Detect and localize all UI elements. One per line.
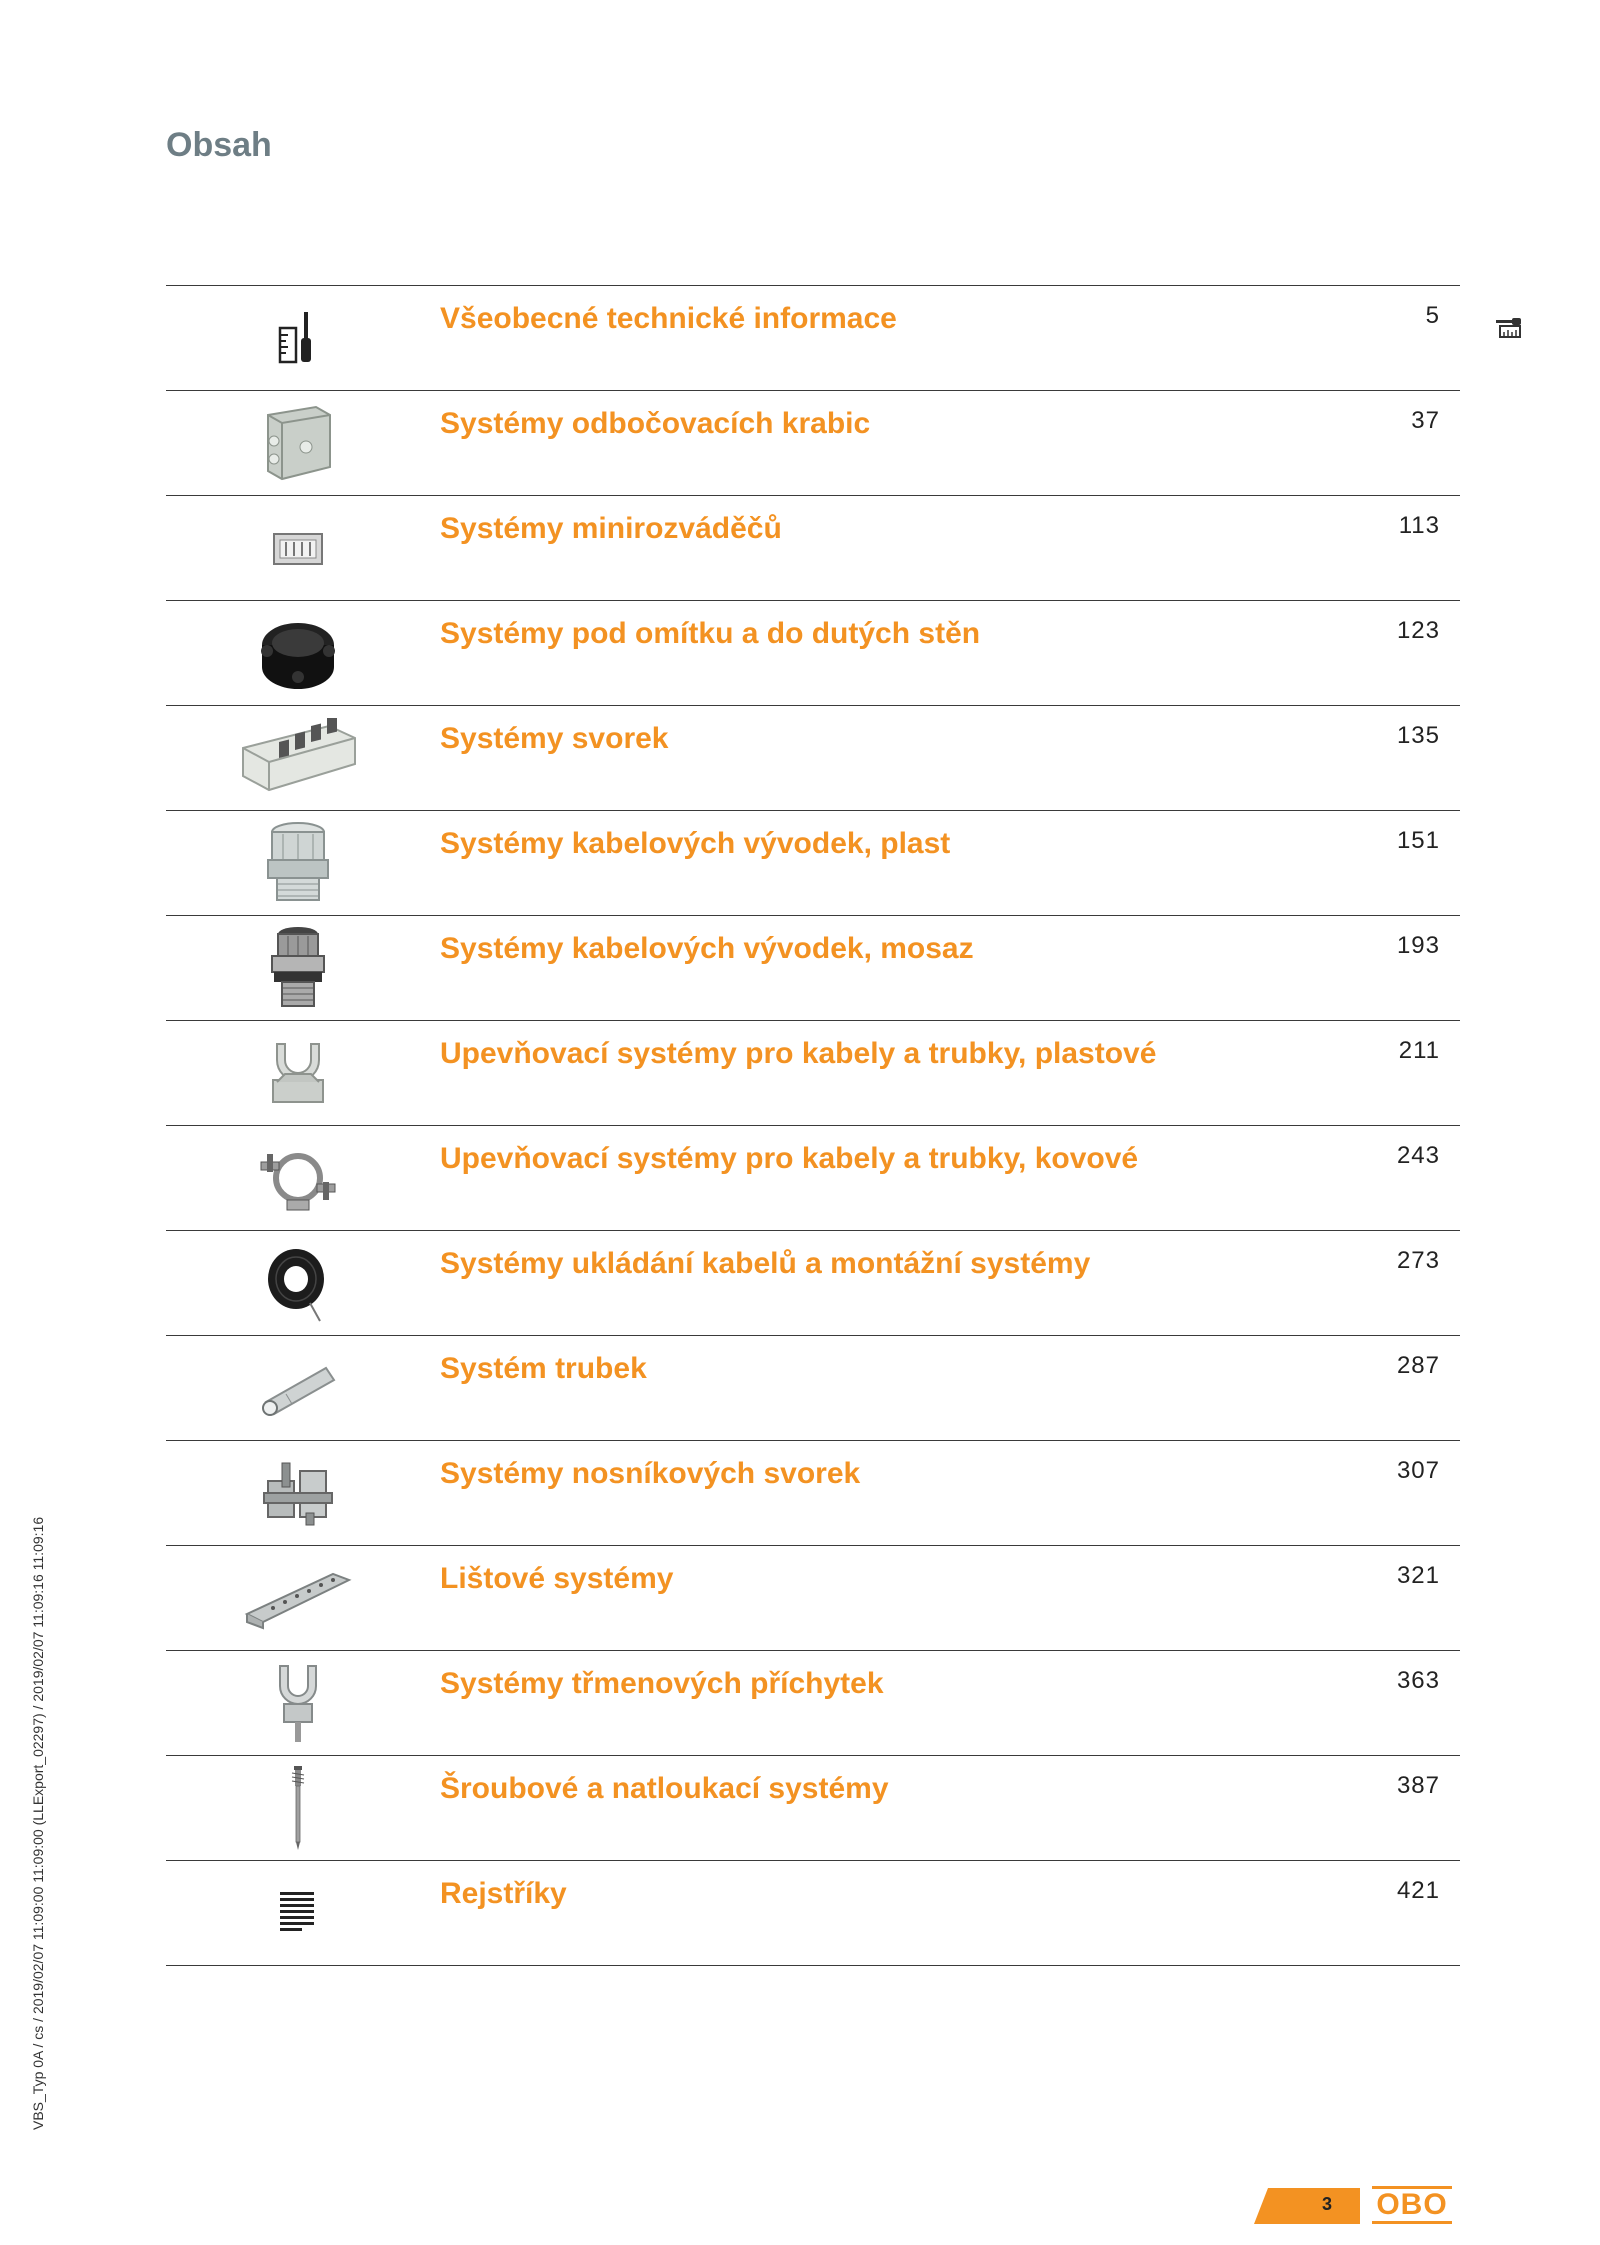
toc-label[interactable]: Rejstříky — [440, 1877, 567, 1910]
metal-clamp-icon — [238, 1134, 358, 1222]
toc-page-number: 211 — [1398, 1037, 1440, 1064]
toc-label[interactable]: Systémy třmenových příchytek — [440, 1667, 884, 1700]
mounting-rail-icon — [238, 1554, 358, 1642]
toc-page-number: 5 — [1425, 302, 1440, 329]
toc-row[interactable] — [166, 1755, 1460, 1860]
toc-label[interactable]: Systémy odbočovacích krabic — [440, 407, 871, 440]
toc-row[interactable] — [166, 1650, 1460, 1755]
plastic-cable-gland-icon — [238, 819, 358, 907]
toc-page-number: 273 — [1396, 1247, 1440, 1274]
toc-page-number: 37 — [1411, 407, 1440, 434]
toc-row[interactable] — [166, 1335, 1460, 1440]
toc-page-number: 243 — [1396, 1142, 1440, 1169]
toc-page-number: 113 — [1398, 512, 1440, 539]
toc-label[interactable]: Upevňovací systémy pro kabely a trubky, plastové — [440, 1037, 1157, 1070]
toc-row[interactable] — [166, 1860, 1460, 1966]
toc-page-number: 321 — [1396, 1562, 1440, 1589]
page-number: 3 — [1322, 2194, 1333, 2214]
toc-label[interactable]: Šroubové a natloukací systémy — [440, 1772, 889, 1805]
toc-page-number: 135 — [1396, 722, 1440, 749]
toc-label[interactable]: Systémy kabelových vývodek, plast — [440, 827, 951, 860]
ruler-screwdriver-tab-icon — [1496, 318, 1522, 345]
page-number-tab — [1254, 2188, 1360, 2224]
toc-page-number: 193 — [1396, 932, 1440, 959]
terminal-block-icon — [238, 714, 358, 802]
toc-label[interactable]: Systémy minirozváděčů — [440, 512, 782, 545]
stirrup-clip-icon — [238, 1659, 358, 1747]
toc-row[interactable] — [166, 285, 1460, 390]
toc-row[interactable] — [166, 1020, 1460, 1125]
toc-row[interactable] — [166, 810, 1460, 915]
toc-page-number: 387 — [1396, 1772, 1440, 1799]
toc-row[interactable] — [166, 1545, 1460, 1650]
toc-row[interactable] — [166, 1125, 1460, 1230]
toc-label[interactable]: Systémy pod omítku a do dutých stěn — [440, 617, 981, 650]
toc-page-number: 307 — [1396, 1457, 1440, 1484]
toc-label[interactable]: Systémy nosníkových svorek — [440, 1457, 861, 1490]
plastic-clip-icon — [238, 1029, 358, 1117]
logo-text: OBO — [1376, 2188, 1448, 2221]
toc-row[interactable] — [166, 600, 1460, 705]
tape-roll-icon — [238, 1239, 358, 1327]
index-icon — [238, 1869, 358, 1957]
print-info-sidebar: VBS_Typ 0A / cs / 2019/02/07 11:09:00 11:09:00 (LLExport_02297) / 2019/02/07 11:09:16 11:09:16 — [30, 1516, 46, 2130]
toc-label[interactable]: Systémy svorek — [440, 722, 669, 755]
beam-clamp-icon — [238, 1449, 358, 1537]
toc-label[interactable]: Systém trubek — [440, 1352, 647, 1385]
mini-distribution-board-icon — [238, 504, 358, 592]
toc-row[interactable] — [166, 1230, 1460, 1335]
toc-row[interactable] — [166, 705, 1460, 810]
toc-label[interactable]: Systémy ukládání kabelů a montážní systémy — [440, 1247, 1091, 1280]
ruler-screwdriver-icon — [238, 294, 358, 382]
toc-page-number: 363 — [1396, 1667, 1440, 1694]
toc-row[interactable] — [166, 915, 1460, 1020]
toc-row[interactable] — [166, 495, 1460, 600]
toc-label[interactable]: Lištové systémy — [440, 1562, 674, 1595]
toc-row[interactable] — [166, 1440, 1460, 1545]
brass-cable-gland-icon — [238, 924, 358, 1012]
toc-label[interactable]: Systémy kabelových vývodek, mosaz — [440, 932, 974, 965]
tube-icon — [238, 1344, 358, 1432]
toc-row[interactable] — [166, 390, 1460, 495]
toc-label[interactable]: Upevňovací systémy pro kabely a trubky, kovové — [440, 1142, 1139, 1175]
table-of-contents — [166, 285, 1460, 1966]
toc-page-number: 151 — [1396, 827, 1440, 854]
junction-box-icon — [238, 399, 358, 487]
toc-page-number: 123 — [1396, 617, 1440, 644]
toc-page-number: 287 — [1396, 1352, 1440, 1379]
obo-logo — [1372, 2186, 1452, 2224]
flush-mount-box-icon — [238, 609, 358, 697]
toc-page-number: 421 — [1396, 1877, 1440, 1904]
screw-anchor-icon — [238, 1764, 358, 1852]
page-title: Obsah — [166, 126, 272, 164]
toc-label[interactable]: Všeobecné technické informace — [440, 302, 897, 335]
